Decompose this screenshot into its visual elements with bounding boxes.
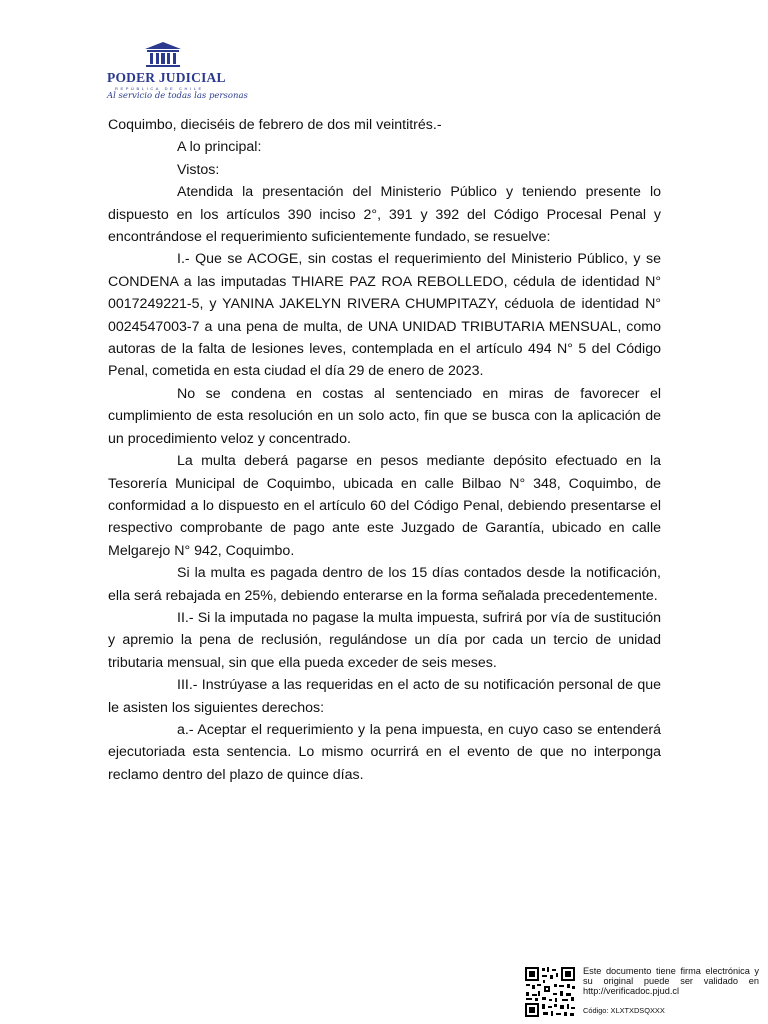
brand-name: PODER JUDICIAL <box>107 70 226 85</box>
paragraph-date: Coquimbo, dieciséis de febrero de dos mil veintitrés.- <box>108 117 442 133</box>
courthouse-icon <box>141 40 185 70</box>
verification-code: Código: XLXTXDSQXXX <box>583 1006 665 1015</box>
paragraph: III.- Instrúyase a las requeridas en el acto de su notificación personal de que le asisten los siguientes derechos: <box>108 677 661 716</box>
poder-judicial-logo <box>107 40 248 104</box>
verification-footer <box>524 966 760 1018</box>
qr-code-icon[interactable] <box>524 966 576 1018</box>
paragraph: La multa deberá pagarse en pesos mediante depósito efectuado en la Tesorería Municipal de Coquimbo, ubicada en calle Bilbao N° 348, Coquimbo, de conformidad a lo dispuesto en el artículo 60 del Código Penal, debiendo presentarse el respectivo comprobante de pago ante este Juzgado de Garantía, ubicado en calle Melgarejo N° 942, Coquimbo. <box>108 453 661 559</box>
paragraph-vistos: Vistos: <box>177 161 220 178</box>
brand-motto: Al servicio de todas las personas <box>107 91 248 101</box>
document-body <box>108 114 661 786</box>
paragraph: Atendida la presentación del Ministerio Público y teniendo presente lo dispuesto en los artículos 390 inciso 2°, 391 y 392 del Código Procesal Penal y encontrándose el requerimiento suficientemente fundado, se resuelve: <box>108 184 661 246</box>
paragraph: II.- Si la imputada no pagase la multa impuesta, sufrirá por vía de sustitución y apremio la pena de reclusión, regulándose un día por cada un tercio de unidad tributaria mensual, sin que ella pueda exceder de seis meses. <box>108 609 661 671</box>
paragraph-principal: A lo principal: <box>177 139 262 156</box>
paragraph: Si la multa es pagada dentro de los 15 días contados desde la notificación, ella será rebajada en 25%, debiendo enterarse en la forma señalada precedentemente. <box>108 565 661 604</box>
paragraph: I.- Que se ACOGE, sin costas el requerimiento del Ministerio Público, y se CONDENA a las imputadas THIARE PAZ ROA REBOLLEDO, cédula de identidad N° 0017249221-5, y YANINA JAKELYN RIVERA CHUMPITAZY, céduola de identidad N° 0024547003-7 a una pena de multa, de UNA UNIDAD TRIBUTARIA MENSUAL, como autoras de la falta de lesiones leves, contemplada en el artículo 494 N° 5 del Código Penal, cometida en esta ciudad el día 29 de enero de 2023. <box>108 251 661 380</box>
paragraph: No se condena en costas al sentenciado en miras de favorecer el cumplimiento de esta resolución en un solo acto, fin que se busca con la aplicación de un procedimiento veloz y concentrado. <box>108 385 661 447</box>
paragraph: a.- Aceptar el requerimiento y la pena impuesta, en cuyo caso se entenderá ejecutoriada esta sentencia. Lo mismo ocurrirá en el evento de que no interponga reclamo dentro del plazo de quince días. <box>108 721 661 783</box>
verification-notice: Este documento tiene firma electrónica y su original puede ser validado en http://verificadoc.pjud.cl <box>583 966 759 996</box>
brand-subtitle: REPÚBLICA DE CHILE <box>115 86 204 91</box>
